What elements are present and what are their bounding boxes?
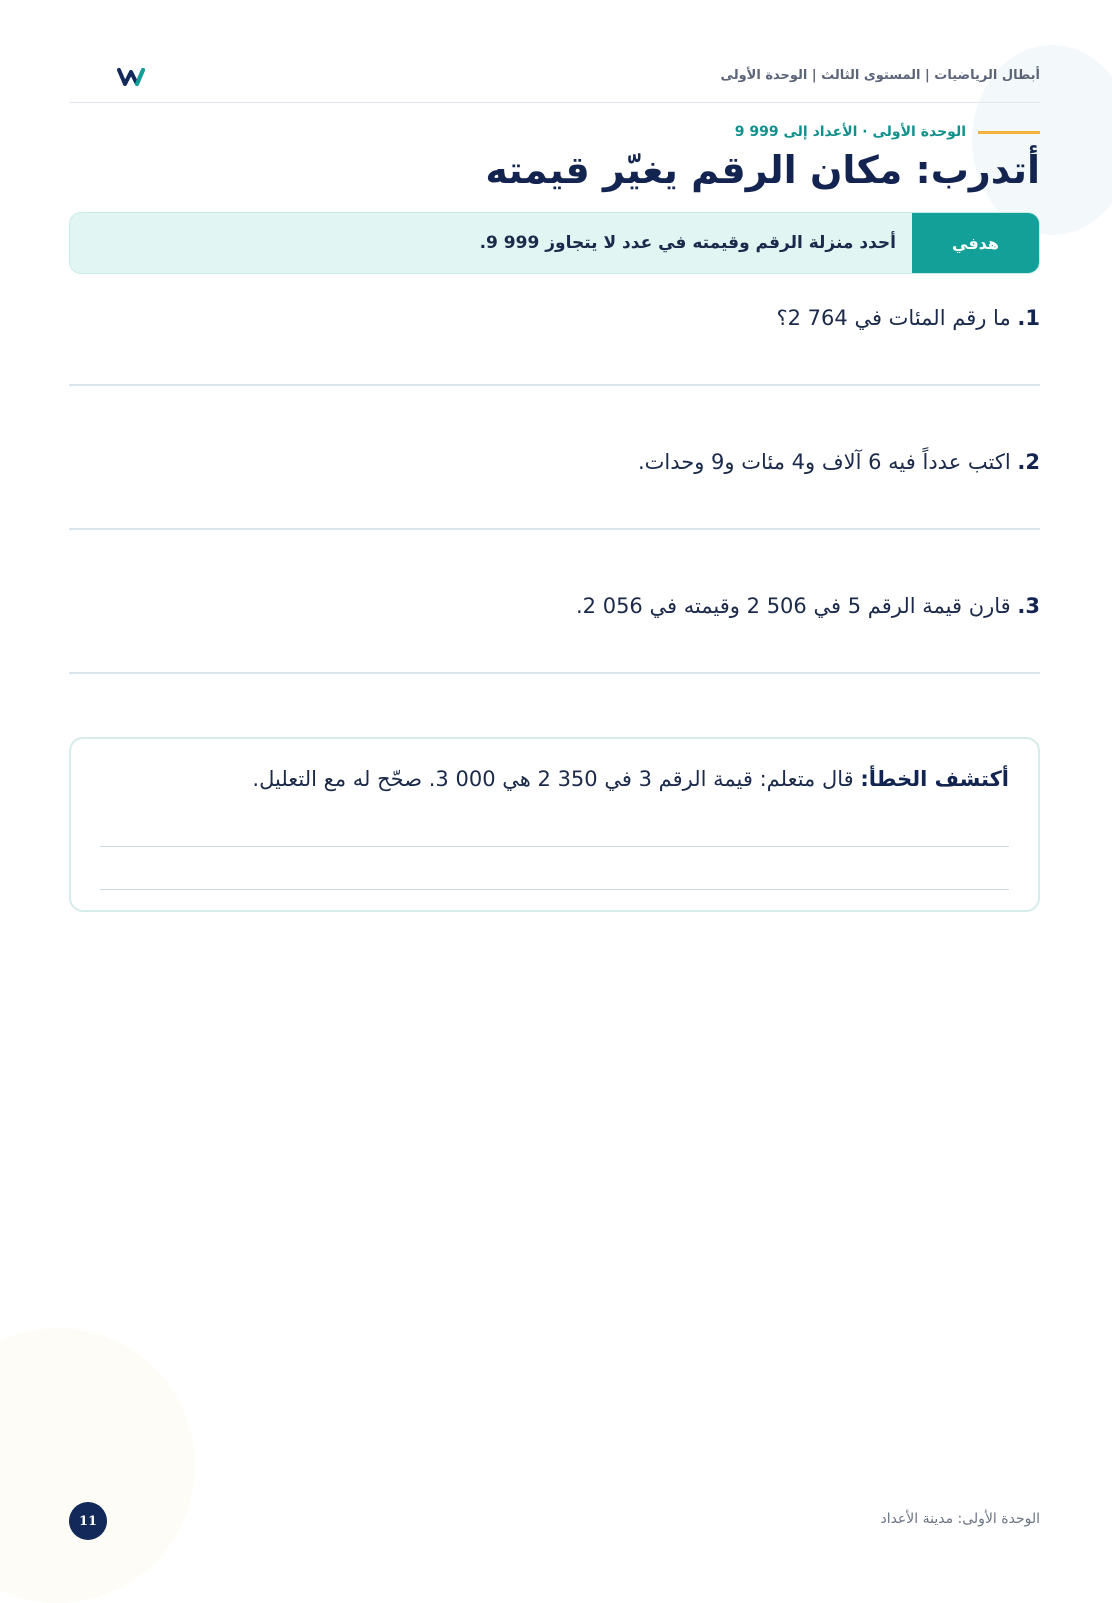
answer-line-2 <box>69 528 1040 530</box>
question-text: قارن قيمة الرقم 5 في 506 2 وقيمته في 056 2. <box>575 594 1011 618</box>
error-label: أكتشف الخطأ: <box>860 767 1009 791</box>
question-number: 2. <box>1017 450 1040 474</box>
question-2 <box>638 450 1040 474</box>
goal-label: هدفي <box>912 213 1039 273</box>
question-number: 3. <box>1017 594 1040 618</box>
page-title: أتدرب: مكان الرقم يغيّر قيمته <box>485 148 1040 192</box>
page-number: 11 <box>69 1502 107 1540</box>
unit-label-text: الوحدة الأولى · الأعداد إلى 999 9 <box>734 124 966 140</box>
goal-box <box>69 212 1040 274</box>
question-text: ما رقم المئات في 764 2؟ <box>776 306 1011 330</box>
unit-label <box>735 124 1040 140</box>
question-text: اكتب عدداً فيه 6 آلاف و4 مئات و9 وحدات. <box>637 450 1011 474</box>
question-3 <box>576 594 1040 618</box>
decorative-circle-bottom <box>0 1328 195 1603</box>
answer-line-3 <box>69 672 1040 674</box>
accent-bar <box>978 131 1040 134</box>
question-number: 1. <box>1017 306 1040 330</box>
page-header <box>69 64 1040 103</box>
error-answer-line-2 <box>100 889 1009 890</box>
find-the-error-box <box>69 737 1040 912</box>
footer-text: الوحدة الأولى: مدينة الأعداد <box>880 1511 1040 1527</box>
question-1 <box>776 306 1040 330</box>
answer-line-1 <box>69 384 1040 386</box>
error-answer-line-1 <box>100 846 1009 847</box>
logo-icon <box>117 66 147 92</box>
error-text: قال متعلم: قيمة الرقم 3 في 350 2 هي 000 3. صحّح له مع التعليل. <box>252 767 854 791</box>
error-prompt <box>252 767 1009 791</box>
goal-text: أحدد منزلة الرقم وقيمته في عدد لا يتجاوز 999 9. <box>479 233 896 253</box>
breadcrumb: أبطال الرياضيات | المستوى الثالث | الوحدة الأولى <box>720 68 1040 83</box>
